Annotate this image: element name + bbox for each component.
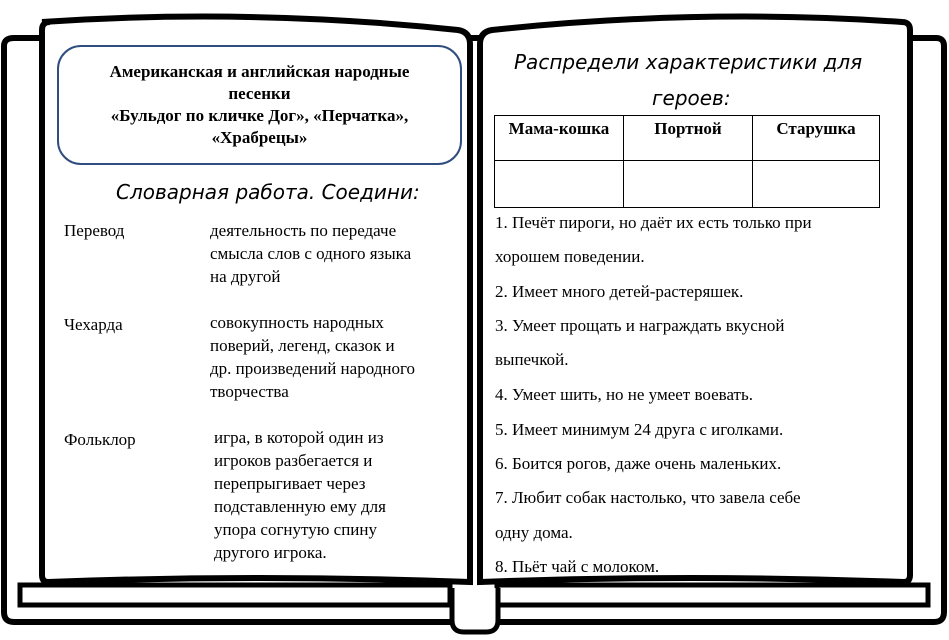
title-line: «Храбрецы»: [211, 128, 308, 147]
vocab-definition: [214, 426, 386, 564]
characteristic-item: 8. Пьёт чай с молоком.: [495, 557, 660, 576]
vocab-heading: Словарная работа. Соедини:: [116, 180, 420, 204]
vocab-definition: [210, 311, 415, 403]
table-answer-row: [495, 161, 880, 208]
definition-line: игроков разбегается и: [214, 451, 373, 470]
definition-line: смысла слов с одного языка: [210, 244, 412, 263]
title-line: Американская и английская народные: [109, 62, 410, 81]
vocab-definition: [210, 219, 411, 288]
definition-line: другого игрока.: [214, 543, 327, 562]
characteristic-item: 3. Умеет прощать и награждать вкусной: [495, 316, 785, 335]
characteristic-item: 6. Боится рогов, даже очень маленьких.: [495, 454, 782, 473]
definition-line: поверий, легенд, сказок и: [210, 336, 395, 355]
page-title: [70, 61, 450, 149]
task-heading: Распредели характеристики для: [514, 50, 863, 74]
answer-cell[interactable]: [753, 161, 880, 208]
definition-line: игра, в которой один из: [214, 428, 384, 447]
table-header: Старушка: [753, 116, 880, 161]
table-header: Мама-кошка: [495, 116, 624, 161]
characteristic-item: хорошем поведении.: [495, 247, 645, 266]
table-header-row: [495, 116, 880, 161]
definition-line: творчества: [210, 382, 289, 401]
book-spine: [452, 588, 498, 632]
title-box: [57, 45, 462, 165]
vocab-term: Чехарда: [64, 315, 123, 334]
definition-line: деятельность по передаче: [210, 221, 397, 240]
characteristic-item: одну дома.: [495, 523, 573, 542]
definition-line: др. произведений народного: [210, 359, 415, 378]
task-heading: героев:: [652, 86, 731, 110]
characteristic-item: 5. Имеет минимум 24 друга с иголками.: [495, 420, 784, 439]
title-line: «Бульдог по кличке Дог», «Перчатка»,: [110, 106, 409, 125]
characteristic-item: 1. Печёт пироги, но даёт их есть только при: [495, 213, 812, 232]
definition-line: подставленную ему для: [214, 497, 386, 516]
definition-line: на другой: [210, 267, 281, 286]
answer-cell[interactable]: [624, 161, 753, 208]
characteristic-item: 2. Имеет много детей-растеряшек.: [495, 282, 744, 301]
vocab-term: Перевод: [64, 221, 125, 240]
answer-cell[interactable]: [495, 161, 624, 208]
table-header: Портной: [624, 116, 753, 161]
definition-line: перепрыгивает через: [214, 474, 366, 493]
characteristic-item: выпечкой.: [495, 350, 569, 369]
characters-table: [494, 115, 880, 208]
definition-line: совокупность народных: [210, 313, 384, 332]
characteristic-item: 7. Любит собак настолько, что завела себе: [495, 488, 801, 507]
characteristic-item: 4. Умеет шить, но не умеет воевать.: [495, 385, 753, 404]
definition-line: упора согнутую спину: [214, 520, 378, 539]
title-line: песенки: [228, 84, 291, 103]
vocab-term: Фольклор: [64, 430, 136, 449]
